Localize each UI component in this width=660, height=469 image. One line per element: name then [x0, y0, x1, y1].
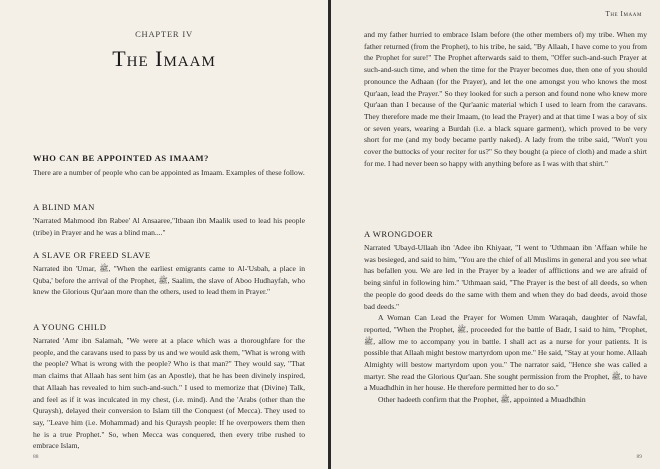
right-page: [331, 0, 660, 469]
chapter-number: CHAPTER IV: [135, 29, 193, 39]
paragraph: Other hadeeth confirm that the Prophet, ﷺ, appointed a Muadhdhin: [378, 395, 586, 405]
section-body: Narrated 'Ubayd-Ullaah ibn 'Adee ibn Khiyaar, "I went to 'Uthmaan ibn 'Affaan while he was besieged, and said to him, "You are the chief of all Muslims in general and you see what has befallen you. We are led in the Prayer by a leader of afflictions and we are afraid of being sinful in following him." 'Uthmaan said, "The Prayer is the best of all deeds, so when the people do good deeds do the same with them and when they do bad deeds, avoid those bad deeds.": [364, 243, 647, 311]
paragraph: and my father hurried to embrace Islam before (the other members of) my tribe. When my father returned (from the Prophet), to his tribe, he said, "By Allaah, I have come to you from the Prophet for sure!" The Prophet afterwards said to them, "Offer such-and-such Prayer at such-and-such time, and when the time for the Prayer becomes due, then one of you should pronounce the Adhaan (for the Prayer), and let the one amongst you who knows the most Qur'aan, lead the Prayer." So they looked for such a person and found none who knew more Qur'aan than I because of the Qur'aanic material which I used to learn from the caravans. They therefore made me their Imaam, (to lead the Prayer) and at that time I was a boy of six or seven years, wearing a Burdah (i.e. a black square garment), which proved to be very short for me (and my body became partly naked). A lady from the tribe said, "Won't you cover the buttocks of your reciter for us?" So they bought (a piece of cloth) and made a shirt for me. I had never been so happy with anything before as I was with that shirt.": [364, 30, 647, 168]
chapter-title: The Imaam: [112, 46, 216, 71]
paragraph: A Woman Can Lead the Prayer for Women Umm Waraqah, daughter of Nawfal, reported, "When the Prophet, ﷺ, proceeded for the battle of Badr, I said to him, "Prophet, ﷺ, allow me to accompany you in battle. I shall act as a nurse for your patients. It is possible that Allaah might bestow martyrdom upon me." He said, "Stay at your home. Allaah Almighty will bestow martyrdom upon you." The narrator said, "Hence she was called a martyr. She read the Glorious Qur'aan. She sought permission from the Prophet, ﷺ, to have a Muadhdhin in her house. He therefore permitted her to do so.": [364, 313, 647, 393]
section-body: 'Narrated Mahmood ibn Rabee' Al Ansaaree,"Itbaan ibn Maalik used to lead his people (tribe) in Prayer and he was a blind man....": [33, 216, 305, 237]
section-body: Narrated 'Amr ibn Salamah, "We were at a place which was a thoroughfare for the people, and the caravans used to pass by us and we would ask them, "What is wrong with the people? What is wrong with the people? Who is that man?" They would say, "That man claims that Allaah has sent him (as an Apostle), that he has been divinely inspired, that Allaah has revealed to him such-and-such." I used to memorize that (Divine) Talk, and feel as if it was inculcated in my chest, (i.e. mind). And the 'Arabs (other than the Quraysh), delayed their conversion to Islam till the Conquest (of Mecca). They used to say, "Leave him (i.e. Mohammad) and his Quraysh people: If he overpowers them then he is a true Prophet." So, when Mecca was conquered, then every tribe rushed to embrace Islam,: [33, 336, 305, 451]
section-young-child: [33, 322, 305, 452]
page-number: 88: [33, 454, 39, 460]
section-heading: A BLIND MAN: [33, 202, 95, 212]
section-heading: WHO CAN BE APPOINTED AS IMAAM?: [33, 153, 209, 163]
page-number: 89: [636, 454, 642, 460]
continuation-text: [364, 29, 647, 169]
section-blind-man: [33, 202, 305, 238]
section-slave: [33, 250, 305, 298]
section-wrongdoer: [364, 229, 647, 406]
section-who-can-be-imaam: [33, 153, 305, 179]
section-heading: A WRONGDOER: [364, 229, 434, 239]
running-head: The Imaam: [605, 10, 642, 18]
section-heading: A YOUNG CHILD: [33, 322, 107, 332]
section-body: Narrated ibn 'Umar, ﷺ, "When the earliest emigrants came to Al-'Usbah, a place in Quba,' before the arrival of the Prophet, ﷺ, Saalim, the slave of Aboo Hudhayfah, who knew the Glorious Qur'aan more than the others, used to lead them in Prayer.": [33, 264, 305, 297]
section-body: There are a number of people who can be appointed as Imaam. Examples of these follow.: [33, 168, 305, 177]
left-page: [0, 0, 328, 469]
section-heading: A SLAVE OR FREED SLAVE: [33, 250, 151, 260]
